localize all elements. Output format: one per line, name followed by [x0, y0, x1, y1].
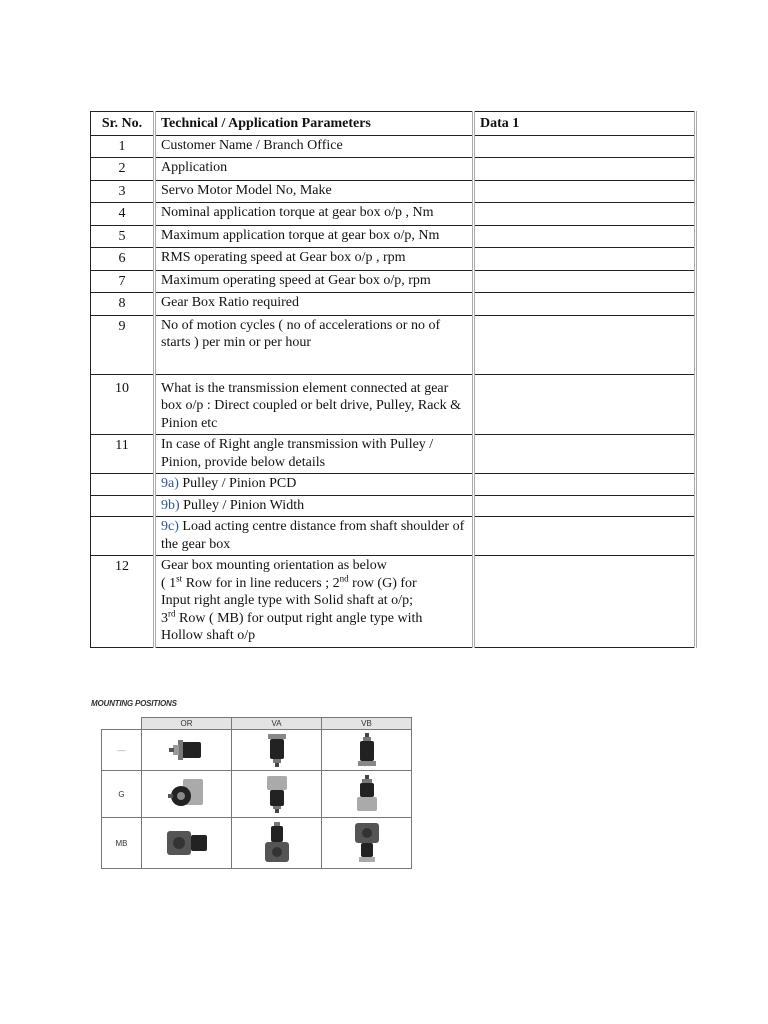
data-cell[interactable] — [474, 203, 696, 226]
mounting-row-label: — — [102, 730, 142, 771]
table-row — [91, 293, 696, 316]
gearbox-inline-va-image — [232, 730, 322, 771]
row-sr: 10 — [91, 374, 155, 435]
row-sr: 11 — [91, 435, 155, 474]
data-cell[interactable] — [474, 248, 696, 271]
data-cell[interactable] — [474, 474, 696, 496]
row-param-mounting — [155, 556, 474, 648]
gearbox-inline-horizontal-image — [142, 730, 232, 771]
mounting-line-1: Gear box mounting orientation as below — [161, 558, 387, 573]
table-row — [91, 474, 696, 496]
row-param — [155, 495, 474, 517]
row-param: RMS operating speed at Gear box o/p , rpm — [155, 248, 474, 271]
table-header-row — [91, 112, 696, 136]
data-cell[interactable] — [474, 315, 696, 374]
mounting-header-row — [102, 718, 412, 730]
table-row — [91, 135, 696, 158]
gearbox-mb-va-image — [232, 818, 322, 869]
mounting-row — [102, 730, 412, 771]
mounting-line-2b: Row for in line reducers ; 2 — [182, 575, 340, 591]
gearbox-g-va-image — [232, 771, 322, 818]
row-sr: 9 — [91, 315, 155, 374]
table-row — [91, 270, 696, 293]
ordinal-sup: rd — [168, 607, 176, 618]
gearbox-inline-vb-image — [322, 730, 412, 771]
table-row — [91, 225, 696, 248]
mounting-line-3: Input right angle type with Solid shaft at o/p; — [161, 593, 413, 608]
row-sr: 12 — [91, 556, 155, 648]
sub-item-text: Pulley / Pinion Width — [179, 497, 305, 513]
table-row — [91, 203, 696, 226]
sub-item-label: 9b) — [161, 497, 180, 513]
sub-item-text: Pulley / Pinion PCD — [178, 476, 297, 491]
row-param — [155, 474, 474, 496]
mounting-col-header: VA — [232, 718, 322, 730]
row-param: What is the transmission element connected at gear box o/p : Direct coupled or belt drive, Pulley, Rack & Pinion etc — [155, 374, 474, 435]
mounting-row-label: G — [102, 771, 142, 818]
mounting-line-4a: 3 — [161, 610, 168, 626]
row-param: Gear Box Ratio required — [155, 293, 474, 316]
row-sr — [91, 517, 155, 556]
table-row — [91, 158, 696, 181]
gearbox-mb-vb-image — [322, 818, 412, 869]
row-sr: 7 — [91, 270, 155, 293]
row-sr: 4 — [91, 203, 155, 226]
data-cell[interactable] — [474, 435, 696, 474]
mounting-positions-table — [101, 717, 412, 869]
table-row — [91, 180, 696, 203]
row-sr: 6 — [91, 248, 155, 271]
row-param: Customer Name / Branch Office — [155, 135, 474, 158]
data-cell[interactable] — [474, 180, 696, 203]
ordinal-sup: nd — [339, 572, 349, 583]
table-row — [91, 495, 696, 517]
row-param — [155, 517, 474, 556]
gearbox-g-horizontal-image — [142, 771, 232, 818]
row-param: Nominal application torque at gear box o/p , Nm — [155, 203, 474, 226]
table-row — [91, 435, 696, 474]
header-sr-no: Sr. No. — [91, 112, 155, 136]
row-sr: 2 — [91, 158, 155, 181]
mounting-line-2c: row (G) for — [348, 575, 417, 591]
mounting-row — [102, 771, 412, 818]
gearbox-mb-horizontal-image — [142, 818, 232, 869]
row-sr: 1 — [91, 135, 155, 158]
data-cell[interactable] — [474, 495, 696, 517]
mounting-col-header: OR — [142, 718, 232, 730]
row-param: Application — [155, 158, 474, 181]
header-data-1: Data 1 — [474, 112, 696, 136]
data-cell[interactable] — [474, 517, 696, 556]
data-cell[interactable] — [474, 556, 696, 648]
ordinal-sup: st — [176, 572, 183, 583]
mounting-positions-title: MOUNTING POSITIONS — [91, 699, 177, 708]
row-param: In case of Right angle transmission with Pulley / Pinion, provide below details — [155, 435, 474, 474]
row-param: Maximum application torque at gear box o/p, Nm — [155, 225, 474, 248]
sub-item-label: 9a) — [161, 476, 179, 491]
row-param: Maximum operating speed at Gear box o/p, rpm — [155, 270, 474, 293]
data-cell[interactable] — [474, 135, 696, 158]
mounting-line-4b: Row ( MB) for output right angle type with — [175, 610, 423, 626]
row-param: Servo Motor Model No, Make — [155, 180, 474, 203]
gearbox-g-vb-image — [322, 771, 412, 818]
data-cell[interactable] — [474, 270, 696, 293]
data-cell[interactable] — [474, 158, 696, 181]
table-row — [91, 556, 696, 648]
table-row — [91, 315, 696, 374]
row-param: No of motion cycles ( no of accelerations or no of starts ) per min or per hour — [155, 315, 474, 374]
mounting-line-5: Hollow shaft o/p — [161, 628, 256, 643]
data-cell[interactable] — [474, 374, 696, 435]
mounting-line-2a: ( 1 — [161, 575, 177, 591]
row-sr: 5 — [91, 225, 155, 248]
data-cell[interactable] — [474, 225, 696, 248]
data-cell[interactable] — [474, 293, 696, 316]
row-sr — [91, 474, 155, 496]
mounting-col-header: VB — [322, 718, 412, 730]
header-parameters: Technical / Application Parameters — [155, 112, 474, 136]
mounting-row — [102, 818, 412, 869]
sub-item-text: Load acting centre distance from shaft shoulder of the gear box — [161, 519, 465, 552]
table-row — [91, 517, 696, 556]
row-sr — [91, 495, 155, 517]
parameters-table — [90, 111, 697, 648]
row-sr: 8 — [91, 293, 155, 316]
table-row — [91, 248, 696, 271]
sub-item-label: 9c) — [161, 519, 179, 534]
mounting-row-label: MB — [102, 818, 142, 869]
mounting-corner — [102, 718, 142, 730]
table-row — [91, 374, 696, 435]
row-sr: 3 — [91, 180, 155, 203]
